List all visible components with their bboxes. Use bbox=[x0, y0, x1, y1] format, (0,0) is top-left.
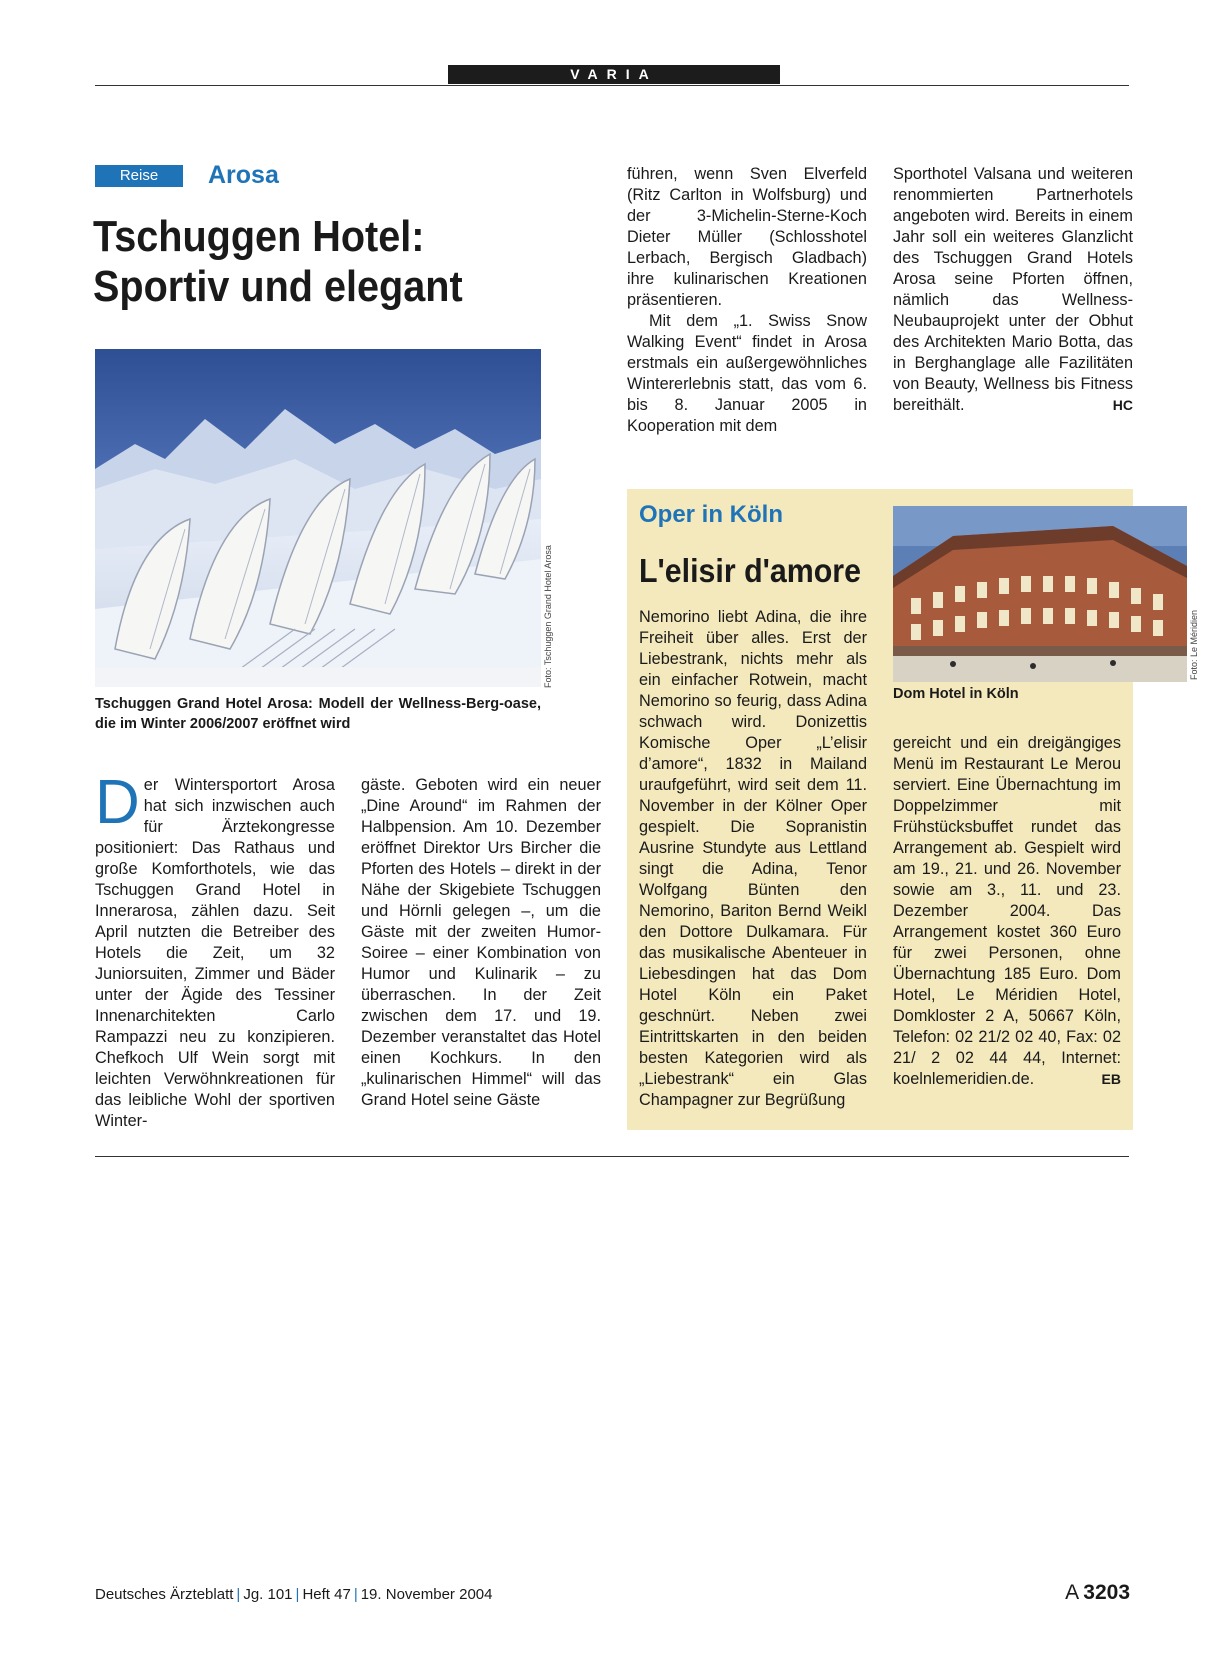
article1-signature: HC bbox=[1112, 397, 1133, 413]
dom-hotel-illustration bbox=[893, 506, 1187, 682]
dom-hotel-photo bbox=[893, 506, 1187, 682]
article1-column-2 bbox=[361, 775, 601, 1111]
photo-credit-koeln: Foto: Le Méridien bbox=[1189, 609, 1199, 680]
page-prefix: A bbox=[1065, 1581, 1080, 1604]
article1-col2-text: gäste. Geboten wird ein neuer „Dine Around“ im Rahmen der Halbpension. Am 10. Dezember eröffnet Direktor Urs Bircher die Pforten des Hotels – direkt in der Nähe der Skigebiete Tschuggen und Hörnli gelegen –, um die Gäste mit der zweiten Humor-Soiree – einer Kombination von Humor und Kulinarik – zu überraschen. In der Zeit zwischen dem 17. und 19. Dezember veranstaltet das Hotel einen Kochkurs. In den „kulinarischen Himmel“ will das Grand Hotel seine Gäste bbox=[361, 776, 601, 1109]
footer-journal: Deutsches Ärzteblatt bbox=[95, 1586, 234, 1603]
article1-column-1 bbox=[95, 768, 335, 1132]
opera-col2-text: gereicht und ein dreigängiges Menü im Restaurant Le Merou serviert. Eine Übernachtung im Doppelzimmer mit Frühstücksbuffet rundet das Arrangement ab. Gespielt wird am 19., 21. und 26. November sowie am 3., 11. und 23. Dezember 2004. Das Arrangement kostet 360 Euro für zwei Personen, ohne Übernachtung 185 Euro. Dom Hotel, Le Méridien Hotel, Domkloster 2 A, 50667 Köln, Telefon: 02 21/2 02 40, Fax: 02 21/ 2 02 44 44, Internet: koelnlemeridien.de. bbox=[893, 734, 1121, 1088]
footer-issue: Heft 47 bbox=[302, 1586, 351, 1603]
header-rule bbox=[95, 85, 1129, 86]
section-header: VARIA bbox=[448, 65, 780, 84]
article1-col4-text: Sporthotel Valsana und weiteren renommierten Partnerhotels angeboten wird. Bereits in einem Jahr soll ein weiteres Glanzlicht des Tschuggen Grand Hotels Arosa seine Pforten öffnen, nämlich das Wellness-Neubauprojekt unter der Obhut des Architekten Mario Botta, das in Berghanglage alle Fazilitäten von Beauty, Wellness bis Fitness bereithält. bbox=[893, 165, 1133, 414]
mountain-model-illustration bbox=[95, 349, 541, 687]
opera-column-1 bbox=[639, 607, 867, 1111]
opera-title: L'elisir d'amore bbox=[639, 552, 861, 589]
footer-volume: Jg. 101 bbox=[243, 1586, 293, 1603]
opera-col1-text: Nemorino liebt Adina, die ihre Freiheit über alles. Erst der Liebestrank, nichts mehr als ein einfacher Rotwein, macht Nemorino so feurig, dass Adina schwach wird. Donizettis Komische Oper „L’elisir d’amore“, 1832 in Mailand uraufgeführt, wird seit dem 11. November in der Kölner Oper gespielt. Die Sopranistin Ausrine Stundyte aus Lettland singt die Adina, Tenor Wolfgang Bünten den Nemorino, Bariton Bernd Weikl den Dottore Dulkamara. Für das musikalische Abenteuer in Liebesdingen hat das Dom Hotel Köln ein Paket geschnürt. Neben zwei Eintrittskarten in den beiden besten Kategorien wird als „Liebestrank“ ein Glas Champagner zur Begrüßung bbox=[639, 608, 867, 1109]
article-kicker: Arosa bbox=[208, 161, 279, 189]
article1-col1-text: er Wintersportort Arosa hat sich inzwischen auch für Ärztekongresse positioniert: Das Rathaus und große Komforthotels, wie das Tschuggen Grand Hotel in Innerarosa, zählen dazu. Seit April nutzten die Betreiber des Hotels die Zeit, um 32 Juniorsuiten, Zimmer und Bäder unter der Ägide des Tessiner Innenarchitekten Carlo Rampazzi neu zu konzipieren. Chefkoch Ulf Wein sorgt mit leichten Verwöhnkreationen für das leibliche Wohl der sportiven Winter- bbox=[95, 776, 335, 1130]
opera-column-2 bbox=[893, 733, 1121, 1090]
article1-column-4 bbox=[893, 164, 1133, 416]
hotel-model-photo bbox=[95, 349, 541, 687]
headline-line-1: Tschuggen Hotel: bbox=[93, 212, 425, 261]
photo-caption-koeln: Dom Hotel in Köln bbox=[893, 686, 1019, 702]
article1-column-3 bbox=[627, 164, 867, 437]
opera-signature: EB bbox=[1101, 1071, 1121, 1087]
section-tag: Reise bbox=[95, 165, 183, 187]
article-headline bbox=[93, 212, 561, 312]
page-number bbox=[1065, 1581, 1130, 1605]
footer-citation: Deutsches Ärzteblatt | Jg. 101 | Heft 47 | 19. November 2004 bbox=[95, 1586, 493, 1603]
opera-kicker: Oper in Köln bbox=[639, 501, 783, 528]
footer-date: 19. November 2004 bbox=[360, 1586, 493, 1603]
article1-col3-paragraph-2: Mit dem „1. Swiss Snow Walking Event“ findet in Arosa erstmals ein außergewöhnliches Wintererlebnis statt, das vom 6. bis 8. Januar 2005 in Kooperation mit dem bbox=[627, 312, 867, 435]
photo-credit-arosa: Foto: Tschuggen Grand Hotel Arosa bbox=[543, 545, 553, 688]
drop-cap: D bbox=[95, 768, 140, 837]
headline-line-2: Sportiv und elegant bbox=[93, 262, 463, 311]
page-number-value: 3203 bbox=[1083, 1581, 1130, 1604]
bottom-rule bbox=[95, 1156, 1129, 1157]
photo-caption-arosa: Tschuggen Grand Hotel Arosa: Modell der Wellness-Berg-oase, die im Winter 2006/2007 eröffnet wird bbox=[95, 696, 541, 732]
article1-col3-paragraph-1: führen, wenn Sven Elverfeld (Ritz Carlton in Wolfsburg) und der 3-Michelin-Sterne-Koch Dieter Müller (Schlosshotel Lerbach, Bergisch Gladbach) ihre kulinarischen Kreationen präsentieren. bbox=[627, 165, 867, 309]
